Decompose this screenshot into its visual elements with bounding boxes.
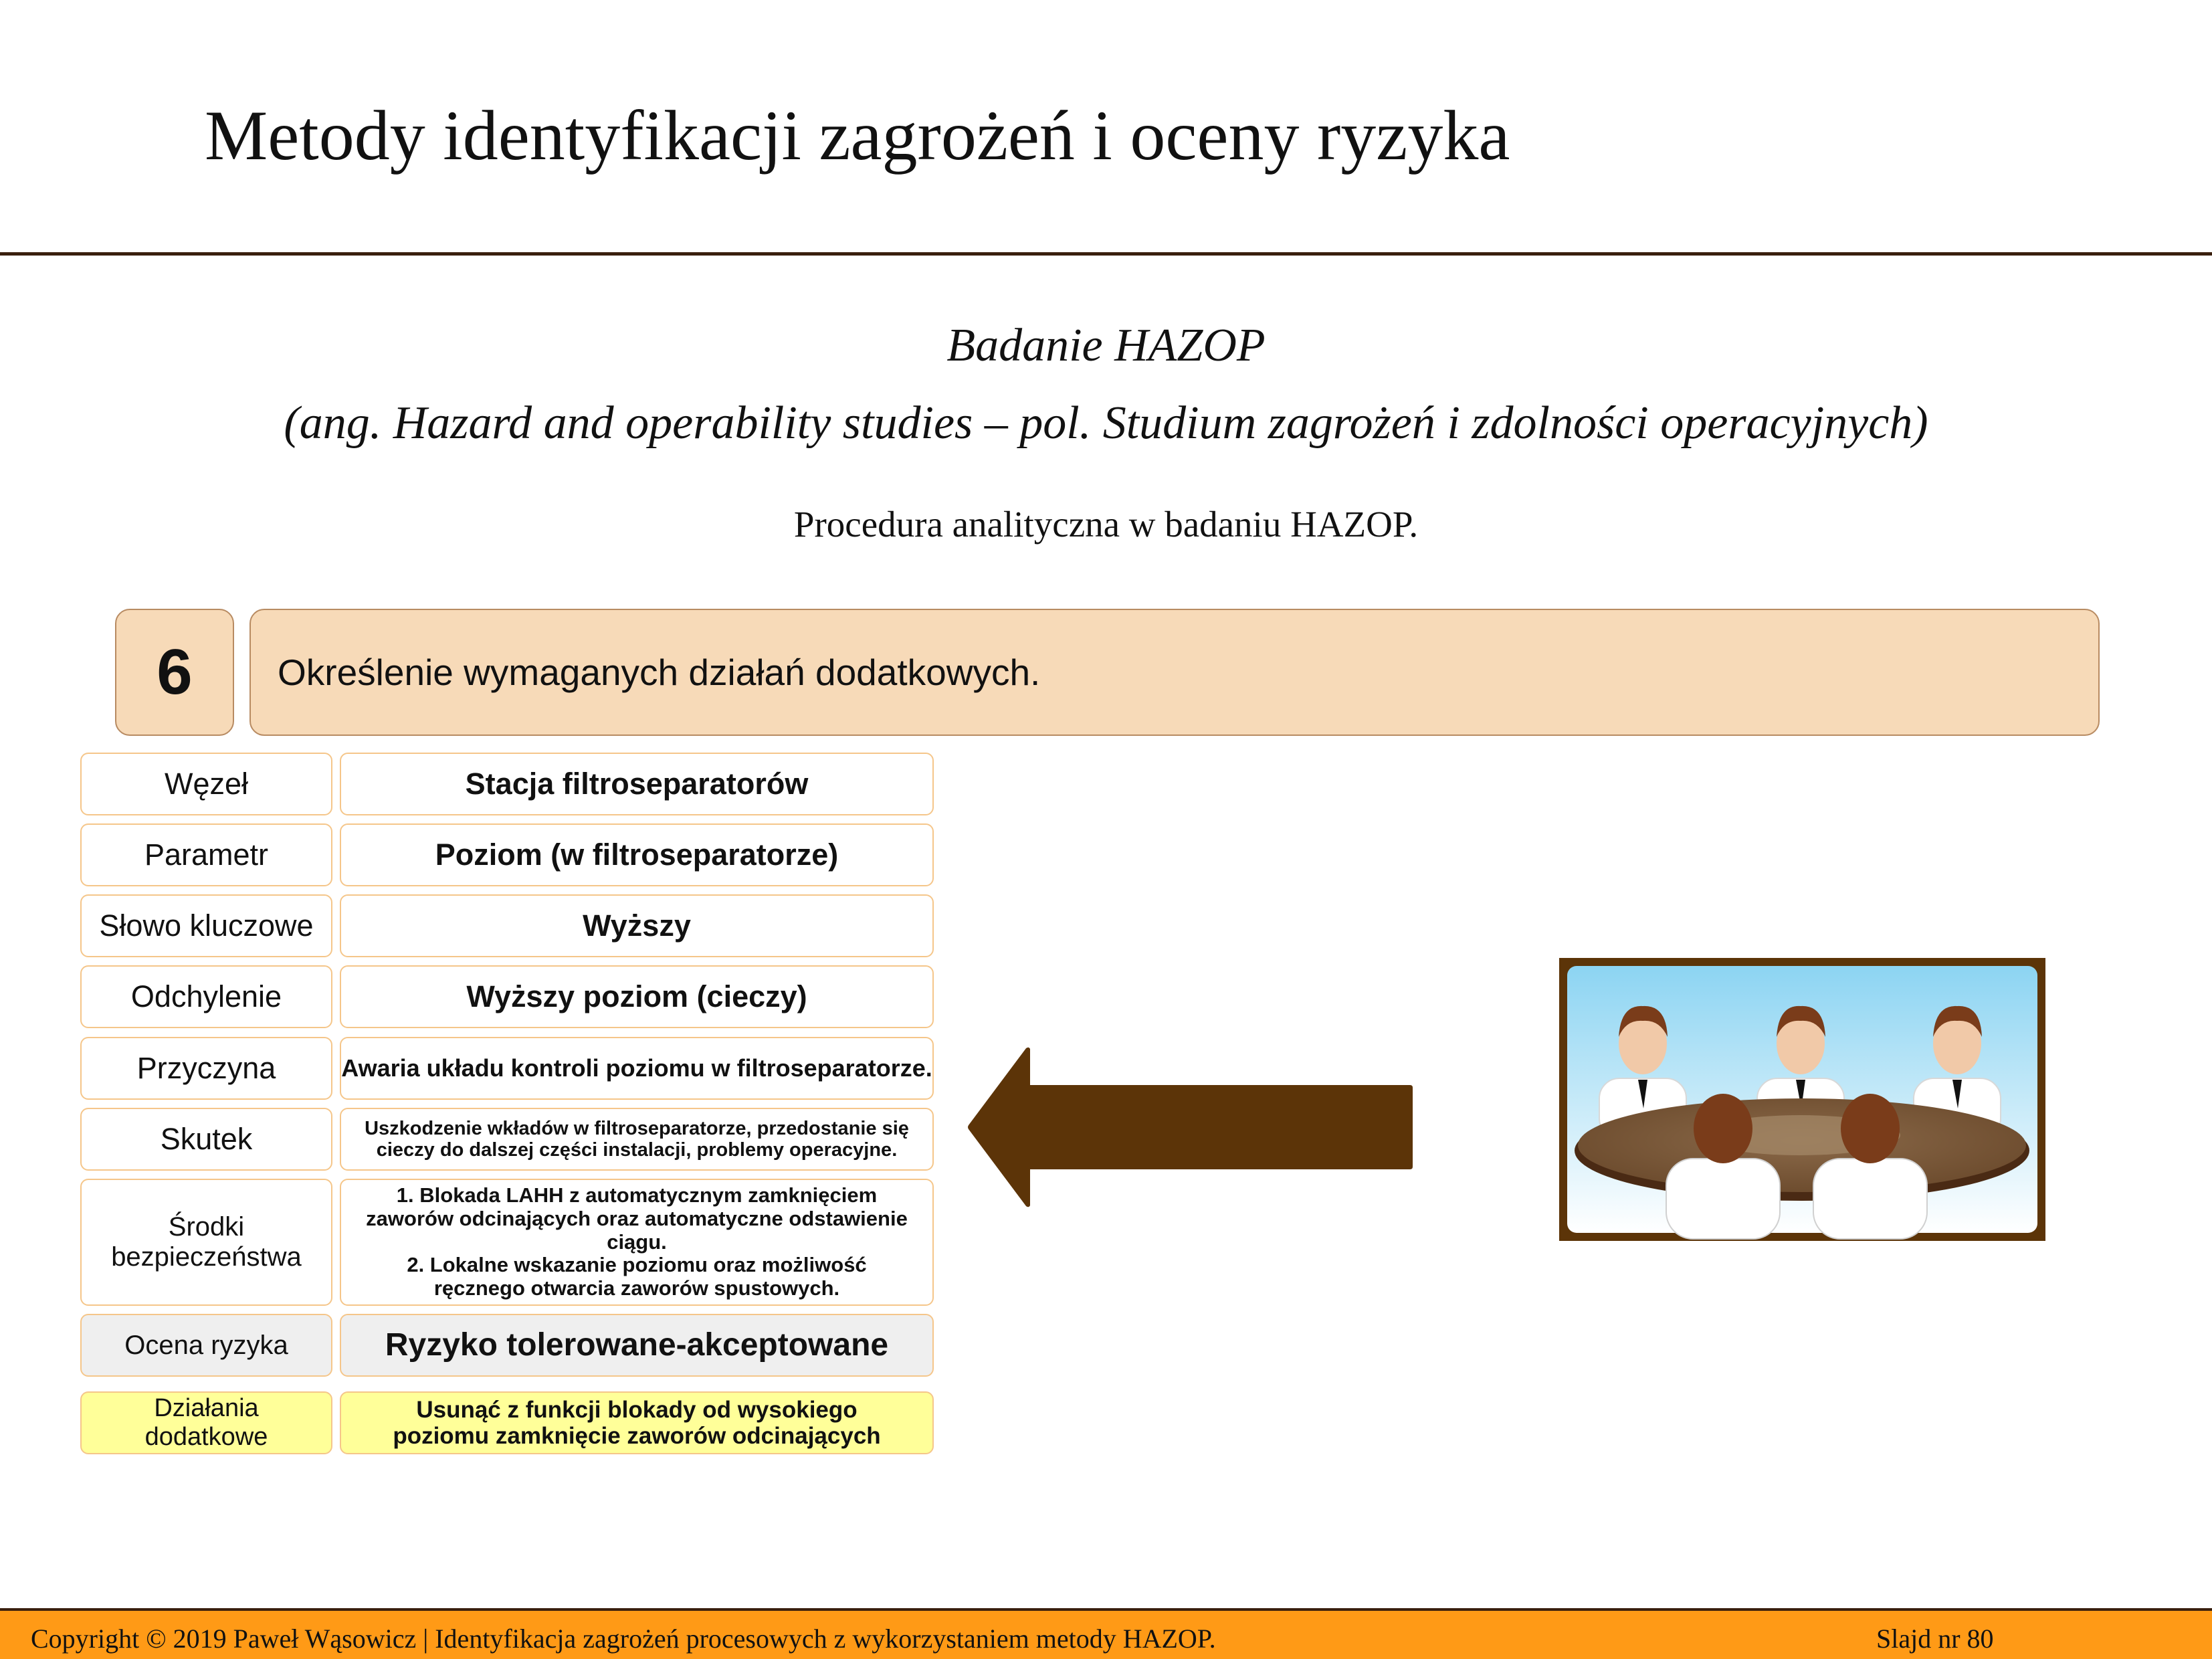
footer-bar	[0, 1608, 2212, 1659]
row-label-cause: Przyczyna	[80, 1037, 332, 1100]
slide-title: Metody identyfikacji zagrożeń i oceny ryzyka	[205, 96, 1510, 175]
arrow-left-icon	[963, 1044, 1418, 1211]
row-value-keyword: Wyższy	[340, 894, 934, 957]
safeguard-item-1: 1. Blokada LAHH z automatycznym zamknięciem zaworów odcinających oraz automatyczne odstawienie ciągu.	[366, 1183, 908, 1254]
subtitle-hazop: Badanie HAZOP	[946, 320, 1266, 371]
row-value-effect: Uszkodzenie wkładów w filtroseparatorze, przedostanie się cieczy do dalszej części instalacji, problemy operacyjne.	[340, 1108, 934, 1171]
step-description: Określenie wymaganych działań dodatkowych.	[249, 609, 2100, 736]
row-label-node: Węzeł	[80, 753, 332, 815]
row-label-deviation: Odchylenie	[80, 965, 332, 1028]
row-value-safeguards	[340, 1179, 934, 1306]
row-value-parameter: Poziom (w filtroseparatorze)	[340, 823, 934, 886]
step-number-badge: 6	[115, 609, 234, 736]
row-value-risk-assessment: Ryzyko tolerowane-akceptowane	[340, 1314, 934, 1377]
title-divider	[0, 252, 2212, 256]
meeting-table-illustration	[1559, 958, 2045, 1241]
row-value-node: Stacja filtroseparatorów	[340, 753, 934, 815]
footer-slide-number: Slajd nr 80	[1876, 1624, 1994, 1654]
row-label-additional-actions: Działania dodatkowe	[80, 1391, 332, 1454]
footer-copyright: Copyright © 2019 Paweł Wąsowicz | Identyfikacja zagrożeń procesowych z wykorzystaniem metody HAZOP.	[31, 1624, 1216, 1654]
row-label-effect: Skutek	[80, 1108, 332, 1171]
procedure-caption: Procedura analityczna w badaniu HAZOP.	[793, 504, 1419, 545]
safeguard-item-2: 2. Lokalne wskazanie poziomu oraz możliwość ręcznego otwarcia zaworów spustowych.	[407, 1253, 867, 1300]
row-label-keyword: Słowo kluczowe	[80, 894, 332, 957]
row-value-deviation: Wyższy poziom (cieczy)	[340, 965, 934, 1028]
row-value-cause: Awaria układu kontroli poziomu w filtroseparatorze.	[340, 1037, 934, 1100]
row-value-additional-actions: Usunąć z funkcji blokady od wysokiego poziomu zamknięcie zaworów odcinających	[340, 1391, 934, 1454]
row-label-risk-assessment: Ocena ryzyka	[80, 1314, 332, 1377]
subtitle-definition: (ang. Hazard and operability studies – pol. Studium zagrożeń i zdolności operacyjnych)	[284, 397, 1928, 449]
row-label-parameter: Parametr	[80, 823, 332, 886]
row-label-safeguards: Środki bezpieczeństwa	[80, 1179, 332, 1306]
